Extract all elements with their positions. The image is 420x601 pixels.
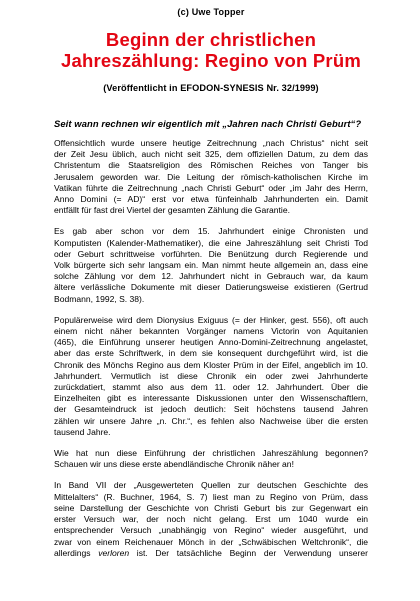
text-line: erster Versuch war, der noch nicht gelang. Erst um 1040 wurde ein (54, 514, 368, 525)
article-body (54, 138, 368, 559)
text-line: Anno Domini (= AD)“ erst vor etwa fünfeinhalb Jahrhunderten ein. Damit (54, 194, 368, 205)
text-line: Mittelalters“ (R. Buchner, 1964, S. 7) liest man zu Regino von Prüm, dass (54, 491, 368, 502)
paragraph (54, 315, 368, 438)
text-line: Es gab aber schon vor dem 15. Jahrhundert einige Chronisten und (54, 226, 368, 237)
text-line: aber das erste Schriftwerk, in dem sie konsequent durchgeführt wird, ist die (54, 348, 368, 359)
text-line: zurückdatiert, stammt also aus dem 11. oder 12. Jahrhundert. Über die (54, 382, 368, 393)
text-line: entsprechender Versuch „unabhängig von Regino“ wieder ausgeführt, und (54, 525, 368, 536)
text-line: solche Zählung vor dem 12. Jahrhundert nicht in Gebrauch war, da kaum (54, 271, 368, 282)
text-line: Wie hat nun diese Einführung der christlichen Jahreszählung begonnen? (54, 448, 368, 459)
text-line: Jahrhundert. Vermutlich ist diese Chronik ein oder zwei Jahrhunderte (54, 370, 368, 381)
paragraph (54, 138, 368, 216)
text-line: Schauen wir uns diese erste abendländische Chronik näher an! (54, 459, 294, 470)
text-line: Vatikan führte die Zeitrechnung „nach Christi Geburt“ oder „im Jahr des Herrn, (54, 182, 368, 193)
text-line: Einzelheiten gibt es interessante Diskussionen unter den Wissenschaftlern, (54, 393, 368, 404)
text-line: oder Geburt schrittweise vorführten. Die Benützung durch Regierende und (54, 248, 368, 259)
paragraph (54, 226, 368, 304)
text-line: einem nicht näher bekannten Vorgänger namens Victorin von Aquitanien (54, 326, 368, 337)
title-line-1: Beginn der christlichen (105, 29, 317, 50)
emphasis: verloren (98, 547, 130, 558)
text-line: der Zeit Jesu üblich, auch nicht seit 325, dem offiziellen Datum, zu dem das (54, 149, 368, 160)
text-line: tausend Jahre. (54, 426, 111, 437)
text-line: In Band VII der „Ausgewerteten Quellen zur deutschen Geschichte des (54, 480, 368, 491)
publication-note: (Veröffentlicht in EFODON-SYNESIS Nr. 32/1999) (103, 83, 319, 93)
text-line: der Gesamteindruck ist jedoch deutlich: Seit höchstens tausend Jahren (54, 404, 368, 415)
text-line: Offensichtlich wurde unsere heutige Zeitrechnung „nach Christus“ nicht seit (54, 138, 368, 148)
text-line: zwar von einem Reichenauer Mönch in der „Schwäbischen Weltchronik“, die (54, 536, 368, 547)
document-page (0, 7, 420, 601)
text-line: Jerusalem geworden war. Die Leitung der römisch-katholischen Kirche im (54, 171, 368, 182)
text-line: zählen wir unsere Jahre „n. Chr.“, es fehlen also Nachweise über die ersten (54, 415, 368, 426)
text-line: Chronik des Mönchs Regino aus dem Kloster Prüm in der Eifel, angeblich im 10. (54, 359, 368, 370)
text-line: entfällt für fast drei Viertel der gesamten Zählung die Garantie. (54, 205, 290, 216)
text-line: allerdings verloren ist. Der tatsächliche Beginn der Verwendung unserer (54, 547, 368, 558)
text-line: Populärerweise wird dem Dionysius Exiguus (= der Hinker, gest. 556), oft auch (54, 314, 368, 325)
text-line: Christentum die Staatsreligion des Römischen Reiches von Tanger bis (54, 160, 368, 171)
text-line: (465), die Einführung unserer heutigen Anno-Domini-Zeitrechnung angelastet, (54, 337, 368, 348)
title-line-2: Jahreszählung: Regino von Prüm (61, 50, 361, 71)
text-line: Volk bürgerte sich sehr langsam ein. Man nimmt heute allgemein an, dass eine (54, 260, 368, 271)
copyright-line: (c) Uwe Topper (177, 7, 245, 17)
text-line: ältere verlässliche Dokumente mit dieser Datierungsweise existieren (Gertrud (54, 282, 368, 293)
document-title (54, 29, 368, 71)
lead-question: Seit wann rechnen wir eigentlich mit „Jahren nach Christi Geburt“? (54, 118, 362, 129)
paragraph (54, 448, 368, 470)
text-line: seine Darstellung der Geschichte von Christi Geburt bis zur Gegenwart ein (54, 502, 368, 513)
paragraph (54, 480, 368, 558)
text-line: Bodmann, 1992, S. 38). (54, 293, 145, 304)
text-line: Komputisten (Kalender-Mathematiker), die eine Jahreszählung seit Christi Tod (54, 237, 368, 248)
